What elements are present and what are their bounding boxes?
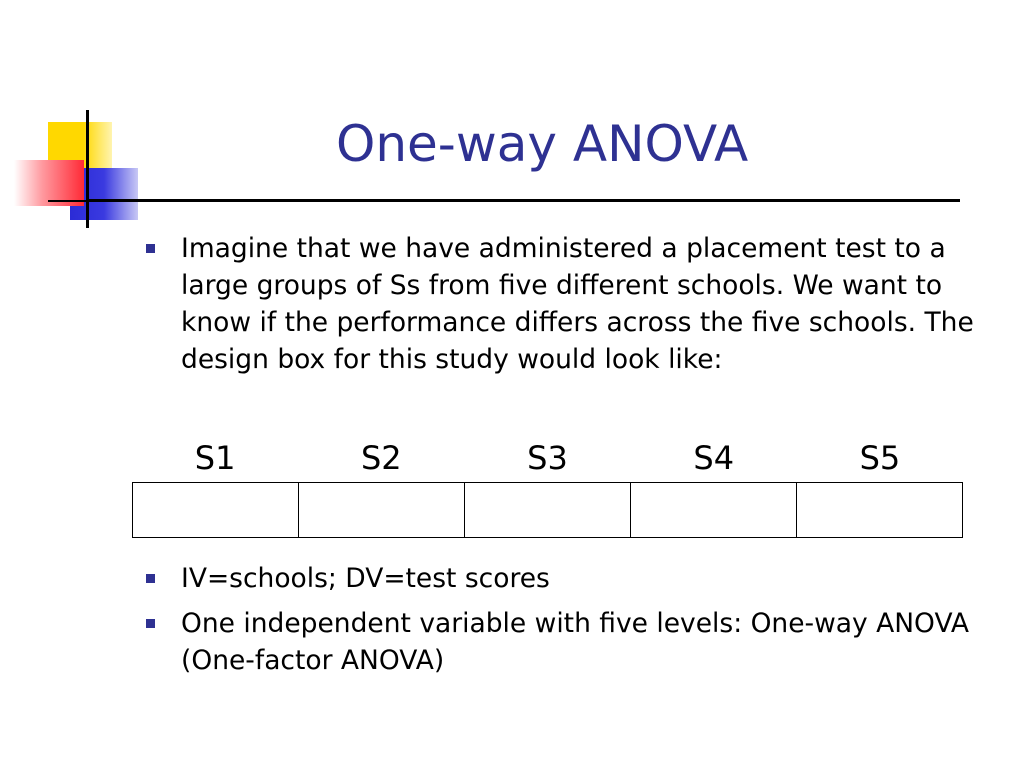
bullet-item bbox=[144, 230, 994, 378]
bullet-list-top bbox=[144, 230, 994, 378]
design-box-headers bbox=[132, 436, 963, 480]
square-bullet-icon bbox=[146, 244, 155, 253]
square-bullet-icon bbox=[146, 574, 155, 583]
design-header-s4: S4 bbox=[693, 439, 735, 477]
bullet-text: One independent variable with five levels: One-way ANOVA (One-factor ANOVA) bbox=[181, 608, 970, 676]
bullet-item bbox=[144, 605, 994, 679]
design-header-s2: S2 bbox=[360, 439, 402, 477]
design-cell bbox=[796, 483, 962, 537]
bullet-item bbox=[144, 560, 994, 597]
design-cell bbox=[630, 483, 796, 537]
design-cell bbox=[298, 483, 464, 537]
bullet-list-bottom bbox=[144, 560, 994, 679]
bullet-text: Imagine that we have administered a placement test to a large groups of Ss from five different schools. We want to know if the performance differs across the five schools. The design box for this study would look like: bbox=[181, 233, 974, 375]
title-rule bbox=[86, 199, 960, 202]
design-header-s1: S1 bbox=[194, 439, 236, 477]
square-bullet-icon bbox=[146, 619, 155, 628]
bullet-text: IV=schools; DV=test scores bbox=[181, 563, 550, 594]
design-header-s3: S3 bbox=[527, 439, 568, 477]
design-cell bbox=[464, 483, 630, 537]
decorative-logo-icon bbox=[0, 0, 160, 240]
design-header-s5: S5 bbox=[859, 439, 901, 477]
slide-title: One-way ANOVA bbox=[336, 115, 749, 173]
design-box-cells bbox=[132, 482, 963, 538]
logo-vertical-line bbox=[86, 110, 89, 228]
design-cell bbox=[133, 483, 298, 537]
design-box bbox=[132, 436, 963, 538]
